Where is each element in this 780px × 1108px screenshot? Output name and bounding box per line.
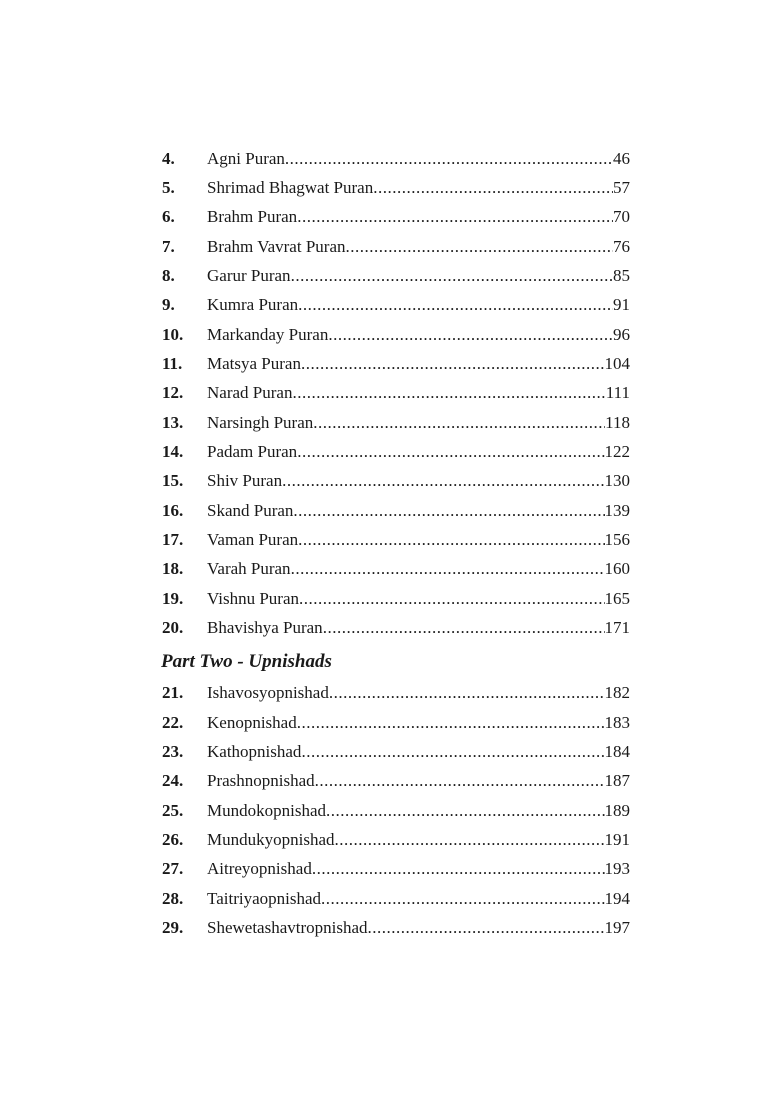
entry-page-number: 57 (613, 177, 630, 197)
entry-page-number: 160 (604, 559, 630, 579)
dot-leader (299, 584, 604, 613)
entry-page-number: 182 (604, 683, 630, 703)
entry-title: Vishnu Puran (207, 588, 300, 608)
entry-title: Prashnopnishad (207, 771, 315, 791)
entry-title: Kumra Puran (207, 295, 299, 315)
entry-number: 16. (162, 500, 184, 520)
table-of-contents (162, 144, 630, 943)
toc-entry (162, 737, 630, 766)
toc-entry (162, 320, 630, 349)
entry-number: 18. (162, 559, 184, 579)
entry-page-number: 191 (604, 830, 630, 850)
toc-entry (162, 766, 630, 795)
entry-page-number: 96 (613, 324, 630, 344)
entry-page-number: 91 (613, 295, 630, 315)
entry-number: 10. (162, 324, 184, 344)
entry-number: 12. (162, 383, 184, 403)
entry-title: Bhavishya Puran (207, 618, 323, 637)
dot-leader (313, 408, 605, 437)
entry-number: 15. (162, 471, 184, 491)
entry-title: Kathopnishad (207, 742, 302, 762)
toc-entry (162, 678, 630, 707)
dot-leader (292, 378, 605, 407)
toc-entry (162, 437, 630, 466)
entry-title: Shewetashavtropnishad (207, 918, 368, 938)
dot-leader (326, 796, 605, 825)
entry-page-number: 194 (604, 888, 630, 908)
dot-leader (297, 708, 605, 737)
toc-entry (162, 378, 630, 407)
entry-number: 17. (162, 529, 184, 549)
entry-page-number: 184 (604, 742, 630, 762)
entry-title: Brahm Vavrat Puran (207, 236, 346, 256)
entry-page-number: 189 (604, 800, 630, 820)
entry-number: 7. (162, 236, 175, 256)
entry-title: Narsingh Puran (207, 412, 314, 432)
entry-number: 14. (162, 441, 184, 461)
entry-number: 20. (162, 618, 184, 637)
dot-leader (298, 525, 604, 554)
dot-leader (282, 466, 604, 495)
toc-entry (162, 466, 630, 495)
entry-title: Agni Puran (207, 148, 285, 168)
toc-entry (162, 884, 630, 913)
entry-title: Ishavosyopnishad (207, 683, 329, 703)
entry-title: Varah Puran (207, 559, 291, 579)
entry-page-number: 46 (613, 148, 630, 168)
toc-entry (162, 796, 630, 825)
entry-number: 25. (162, 800, 184, 820)
entry-title: Padam Puran (207, 441, 298, 461)
dot-leader (321, 884, 604, 913)
entry-number: 6. (162, 207, 175, 227)
entry-number: 22. (162, 712, 184, 732)
dot-leader (291, 261, 613, 290)
toc-entry (162, 584, 630, 613)
dot-leader (301, 737, 604, 766)
dot-leader (373, 173, 613, 202)
entry-title: Matsya Puran (207, 353, 301, 373)
toc-entry (162, 202, 630, 231)
toc-entry (162, 613, 630, 642)
entry-title: Narad Puran (207, 383, 293, 403)
entry-page-number: 197 (604, 918, 630, 938)
entry-page-number: 118 (605, 412, 630, 432)
entry-page-number: 156 (604, 529, 630, 549)
entry-page-number: 76 (613, 236, 630, 256)
dot-leader (297, 202, 613, 231)
dot-leader (301, 349, 605, 378)
dot-leader (297, 437, 604, 466)
dot-leader (315, 766, 605, 795)
toc-entry (162, 290, 630, 319)
toc-entry (162, 173, 630, 202)
entry-title: Mundukyopnishad (207, 830, 335, 850)
entry-page-number: 130 (604, 471, 630, 491)
dot-leader (285, 144, 613, 173)
entry-number: 8. (162, 265, 175, 285)
part-two-list (162, 678, 630, 942)
toc-entry (162, 232, 630, 261)
toc-entry (162, 825, 630, 854)
entry-title: Garur Puran (207, 265, 291, 285)
toc-entry (162, 525, 630, 554)
dot-leader (335, 825, 605, 854)
toc-entry (162, 708, 630, 737)
entry-title: Brahm Puran (207, 207, 298, 227)
entry-page-number: 122 (604, 441, 630, 461)
entry-title: Aitreyopnishad (207, 859, 312, 879)
dot-leader (312, 854, 605, 883)
entry-page-number: 139 (604, 500, 630, 520)
entry-title: Markanday Puran (207, 324, 329, 344)
entry-number: 29. (162, 918, 184, 938)
entry-page-number: 171 (604, 618, 630, 637)
dot-leader (328, 320, 613, 349)
entry-number: 27. (162, 859, 184, 879)
entry-number: 5. (162, 177, 175, 197)
entry-number: 11. (162, 353, 183, 373)
entry-page-number: 165 (604, 588, 630, 608)
entry-number: 4. (162, 148, 175, 168)
entry-title: Shiv Puran (207, 471, 283, 491)
part-one-list (162, 144, 630, 643)
entry-page-number: 104 (604, 353, 630, 373)
dot-leader (346, 232, 614, 261)
toc-entry (162, 913, 630, 942)
entry-page-number: 193 (604, 859, 630, 879)
toc-entry (162, 144, 630, 173)
entry-page-number: 187 (604, 771, 630, 791)
part-two-heading: Part Two - Upnishads (161, 651, 332, 673)
entry-page-number: 70 (613, 207, 630, 227)
dot-leader (323, 613, 605, 642)
toc-entry (162, 854, 630, 883)
entry-number: 9. (162, 295, 175, 315)
toc-entry (162, 261, 630, 290)
dot-leader (368, 913, 605, 942)
entry-page-number: 111 (605, 383, 630, 403)
entry-number: 19. (162, 588, 184, 608)
entry-title: Skand Puran (207, 500, 294, 520)
toc-entry (162, 349, 630, 378)
toc-entry (162, 554, 630, 583)
toc-entry (162, 408, 630, 437)
dot-leader (329, 678, 605, 707)
entry-page-number: 183 (604, 712, 630, 732)
entry-number: 23. (162, 742, 184, 762)
entry-title: Kenopnishad (207, 712, 297, 732)
entry-title: Taitriyaopnishad (207, 888, 322, 908)
entry-title: Shrimad Bhagwat Puran (207, 177, 374, 197)
entry-title: Mundokopnishad (207, 800, 326, 820)
entry-number: 21. (162, 683, 184, 703)
entry-number: 24. (162, 771, 184, 791)
dot-leader (293, 496, 604, 525)
toc-entry (162, 496, 630, 525)
dot-leader (298, 290, 613, 319)
entry-number: 26. (162, 830, 184, 850)
entry-title: Vaman Puran (207, 529, 299, 549)
entry-number: 13. (162, 412, 184, 432)
entry-number: 28. (162, 888, 184, 908)
dot-leader (291, 554, 605, 583)
entry-page-number: 85 (613, 265, 630, 285)
